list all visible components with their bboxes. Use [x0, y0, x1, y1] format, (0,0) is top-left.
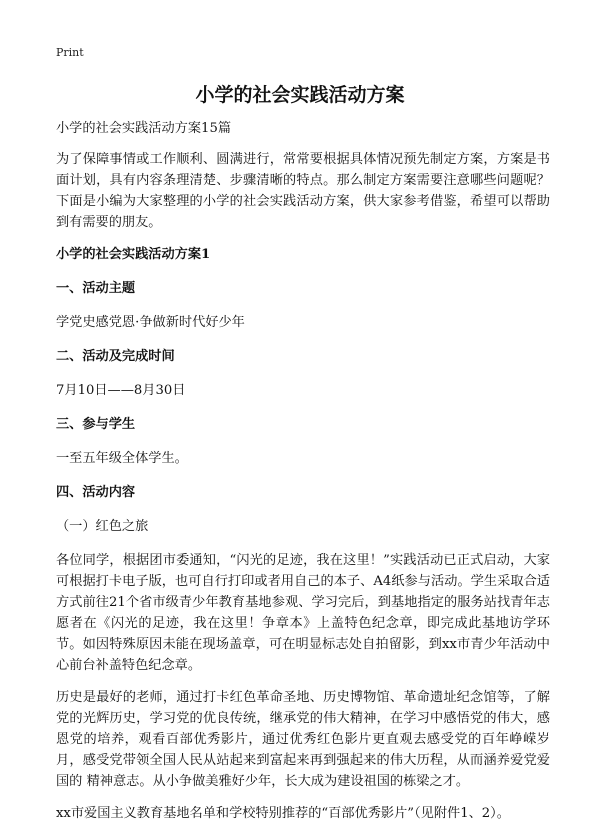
- red-tour-heading: （一）红色之旅: [56, 519, 149, 534]
- time-heading: 二、活动及完成时间: [56, 349, 175, 364]
- time-text: 7月10日——8月30日: [56, 383, 186, 398]
- paragraph: xx市爱国主义教育基地名单和学校特别推荐的“百部优秀影片”（见附件1、2）。: [56, 806, 510, 821]
- paragraph: 各位同学，根据团市委通知，“闪光的足迹，我在这里！”实践活动已正式启动，大家可根据打卡电子版，也可自行打印或者用自己的本子、A4纸参与活动。学生采取合适方式前往21个省市级青少年教育基地参观、学习完后，到基地指定的服务站找青年志愿者在《闪光的足迹，我在这里！争章本》上盖特色纪念章，即完成此基地访学环节。如因特殊原因未能在现场盖章，可在明显标志处自拍留影，到xx市青少年活动中心前台补盖特色纪念章。: [56, 553, 550, 673]
- print-link[interactable]: Print: [56, 46, 84, 59]
- content-heading: 四、活动内容: [56, 485, 136, 500]
- document-subtitle: 小学的社会实践活动方案15篇: [56, 121, 232, 136]
- paragraph: 历史是最好的老师，通过打卡红色革命圣地、历史博物馆、革命遗址纪念馆等，了解党的光辉历史，学习党的优良传统，继承党的伟大精神，在学习中感悟党的伟大，感恩党的培养，观看百部优秀影片，通过优秀红色影片更直观去感受党的百年峥嵘岁月，感受党带领全国人民从站起来到富起来再到强起来的伟大历程，从而涵养爱党爱国的 精神意志。从小争做美雅好少年，长大成为建设祖国的栋梁之才。: [56, 690, 550, 789]
- theme-heading: 一、活动主题: [56, 281, 136, 296]
- students-text: 一至五年级全体学生。: [56, 451, 188, 466]
- intro-paragraph: 为了保障事情或工作顺利、圆满进行，常常要根据具体情况预先制定方案，方案是书面计划，具有内容条理清楚、步骤清晰的特点。那么制定方案需要注意哪些问题呢？下面是小编为大家整理的小学的社会实践活动方案，供大家参考借鉴，希望可以帮助到有需要的朋友。: [56, 152, 550, 230]
- page-title: 小学的社会实践活动方案: [195, 84, 405, 106]
- section-heading: 小学的社会实践活动方案1: [56, 247, 211, 262]
- document-body: [56, 118, 550, 835]
- students-heading: 三、参与学生: [56, 417, 136, 432]
- theme-text: 学党史感党恩·争做新时代好少年: [56, 315, 245, 330]
